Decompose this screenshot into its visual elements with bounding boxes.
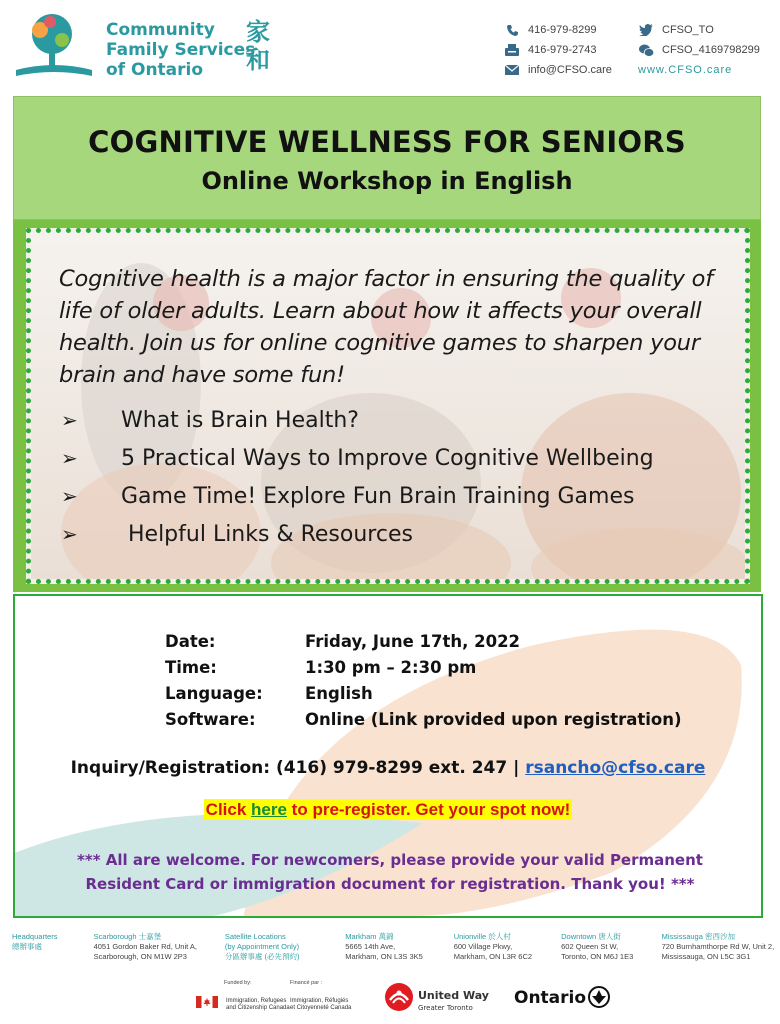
- cta-suffix: to pre-register. Get your spot now!: [286, 800, 571, 819]
- location-item: [454, 932, 557, 962]
- fax-number: 416-979-2743: [528, 44, 597, 56]
- org-name: [106, 20, 255, 80]
- location-address-1: 600 Village Pkwy,: [453, 942, 513, 951]
- contact-website: [638, 60, 760, 80]
- location-sub: (by Appointment Only): [224, 942, 300, 951]
- event-info-table: [165, 628, 682, 732]
- intro-paragraph: Cognitive health is a major factor in ensuring the quality of life of older adults. Learn about how it affects your overall health. Join us for online cognitive games to sharpen your brain and have some fun!: [59, 266, 713, 388]
- topic-text: Helpful Links & Resources: [121, 521, 413, 547]
- location-name: Unionville 於人村: [453, 932, 511, 941]
- location-name: Downtown 唐人街: [561, 932, 621, 941]
- location-address-1: 720 Burnhamthorpe Rd W, Unit 2,: [661, 942, 775, 951]
- contact-list: [504, 20, 612, 80]
- location-address-2: Toronto, ON M6J 1E3: [561, 952, 634, 961]
- email-address[interactable]: info@CFSO.care: [528, 64, 612, 76]
- envelope-icon: [504, 63, 520, 77]
- phone-number[interactable]: 416-979-8299: [528, 24, 597, 36]
- software-row: [165, 706, 682, 732]
- location-item: [561, 932, 657, 962]
- pre-register-link[interactable]: here: [251, 800, 287, 819]
- time-row: [165, 654, 682, 680]
- language-row: [165, 680, 682, 706]
- funded-by-label: Funded by:: [224, 980, 252, 986]
- location-sub: 總辦事處: [12, 942, 42, 951]
- location-address-1: 602 Queen St W,: [561, 942, 619, 951]
- wechat-id: CFSO_4169798299: [662, 44, 760, 56]
- location-address-2: Mississauga, ON L5C 3G1: [661, 952, 751, 961]
- arrow-bullet-icon: ➢: [61, 484, 78, 508]
- website-link[interactable]: www.CFSO.care: [638, 64, 733, 76]
- ontario-wordmark: Ontario: [514, 988, 587, 1008]
- list-item: [61, 477, 731, 515]
- list-item: [61, 401, 731, 439]
- united-way-wordmark: [418, 990, 489, 1014]
- date-value: Friday, June 17th, 2022: [305, 631, 521, 651]
- location-address-1: 5665 14th Ave,: [345, 942, 396, 951]
- united-way-name: United Way: [418, 989, 489, 1002]
- location-name: Scarborough 士嘉堡: [93, 932, 162, 941]
- location-name: Mississauga 密西沙加: [661, 932, 735, 941]
- contact-wechat: [638, 40, 760, 60]
- ircc-en-line1: Immigration, Refugees: [226, 998, 287, 1004]
- location-item: [94, 932, 221, 962]
- org-name-line3: of Ontario: [106, 60, 204, 80]
- cfso-logo-icon: [14, 10, 94, 82]
- sponsor-logos: [0, 978, 780, 1022]
- org-cjk-name: [246, 18, 276, 74]
- list-item: [61, 515, 731, 553]
- location-name: Markham 萬錦: [345, 932, 394, 941]
- wechat-icon: [638, 43, 654, 57]
- ircc-en-line2: and Citizenship Canada: [226, 1005, 290, 1011]
- contact-twitter: [638, 20, 760, 40]
- software-value: Online (Link provided upon registration): [305, 709, 682, 729]
- topic-list: [61, 401, 731, 553]
- time-value: 1:30 pm – 2:30 pm: [305, 657, 477, 677]
- location-item: [662, 932, 776, 962]
- ircc-english: [226, 998, 290, 1012]
- ircc-fr-line1: Immigration, Réfugiés: [290, 998, 349, 1004]
- org-cjk-char-1: 家: [246, 18, 270, 46]
- ontario-trillium-icon: [588, 986, 610, 1008]
- event-details: [13, 594, 763, 918]
- location-address-2: Markham, ON L3R 6C2: [453, 952, 533, 961]
- location-item: [12, 932, 90, 962]
- date-row: [165, 628, 682, 654]
- united-way-sub: Greater Toronto: [418, 1004, 473, 1012]
- topic-text: What is Brain Health?: [121, 407, 359, 433]
- ircc-french: [290, 998, 351, 1012]
- org-name-line2: Family Services: [106, 40, 256, 60]
- inquiry-text: Inquiry/Registration: (416) 979-8299 ext. 247 |: [70, 758, 526, 778]
- location-address-2: Scarborough, ON M1W 2P3: [93, 952, 187, 961]
- arrow-bullet-icon: ➢: [61, 522, 78, 546]
- location-address-1: 4051 Gordon Baker Rd, Unit A,: [93, 942, 197, 951]
- arrow-bullet-icon: ➢: [61, 408, 78, 432]
- language-value: English: [305, 683, 373, 703]
- location-address-2: Markham, ON L3S 3K5: [345, 952, 423, 961]
- org-name-line1: Community: [106, 20, 215, 40]
- fax-icon: [504, 43, 520, 57]
- time-label: Time:: [165, 657, 217, 677]
- page-title: COGNITIVE WELLNESS FOR SENIORS: [88, 125, 686, 159]
- location-name: Headquarters: [12, 932, 58, 941]
- ircc-fr-line2: et Citoyenneté Canada: [290, 1005, 352, 1011]
- welcome-note: *** All are welcome. For newcomers, please provide your valid Permanent Resident Card or immigration document for registration. Thank you! ***: [77, 851, 703, 893]
- topic-text: 5 Practical Ways to Improve Cognitive Wellbeing: [121, 445, 654, 471]
- location-name: Satellite Locations: [224, 932, 286, 941]
- inquiry-line: [15, 758, 761, 778]
- page-subtitle: Online Workshop in English: [201, 167, 573, 195]
- title-banner: [13, 96, 761, 220]
- social-list: [638, 20, 760, 80]
- cta-prefix: Click: [205, 800, 252, 819]
- location-item: [225, 932, 341, 962]
- phone-icon: [504, 23, 520, 37]
- location-address-1: 分區辦事處 (必先預約): [224, 952, 300, 961]
- topic-text: Game Time! Explore Fun Brain Training Games: [121, 483, 635, 509]
- twitter-icon: [638, 23, 654, 37]
- footer-locations: [12, 932, 776, 962]
- twitter-handle[interactable]: CFSO_TO: [662, 24, 714, 36]
- language-label: Language:: [165, 683, 263, 703]
- finance-par-label: Financé par :: [290, 980, 323, 986]
- location-item: [345, 932, 449, 962]
- intro-panel: [26, 228, 750, 584]
- date-label: Date:: [165, 631, 216, 651]
- contact-fax: [504, 40, 612, 60]
- header: [0, 0, 780, 92]
- org-cjk-char-2: 和: [246, 46, 270, 74]
- contact-phone: [504, 20, 612, 40]
- canada-flag-icon: [196, 996, 218, 1008]
- list-item: [61, 439, 731, 477]
- registration-email-link[interactable]: rsancho@cfso.care: [525, 758, 706, 778]
- cta-highlight: [204, 799, 573, 820]
- pre-register-callout: [15, 800, 761, 820]
- arrow-bullet-icon: ➢: [61, 446, 78, 470]
- united-way-logo-icon: [384, 982, 414, 1012]
- software-label: Software:: [165, 709, 256, 729]
- contact-email: [504, 60, 612, 80]
